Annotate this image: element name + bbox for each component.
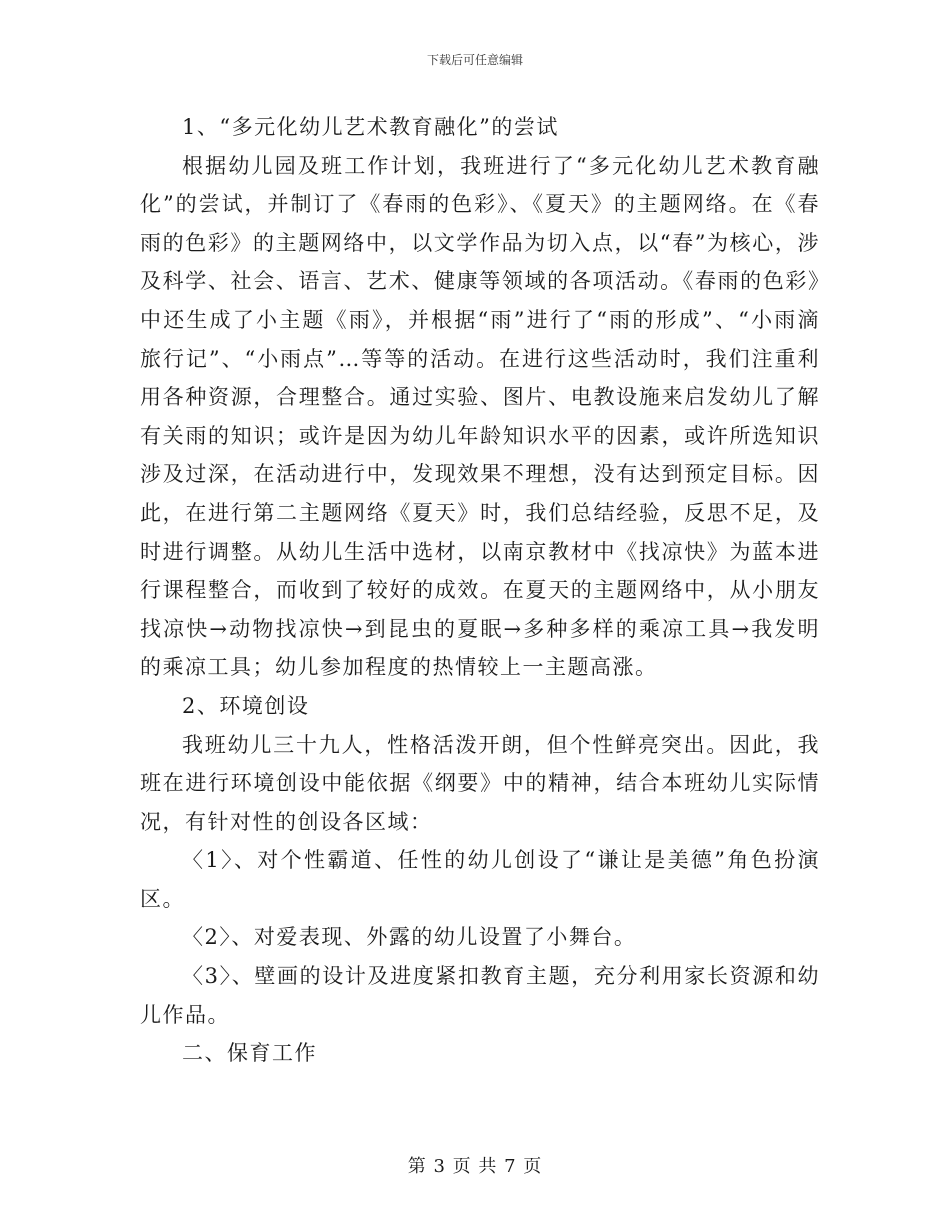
page-footer: 第 3 页 共 7 页 <box>407 1156 543 1177</box>
paragraph-environment: 我班幼儿三十九人，性格活泼开朗，但个性鲜亮突出。因此，我班在进行环境创设中能依据《纲要》中的精神，结合本班幼儿实际情况，有针对性的创设各区域： <box>140 732 820 834</box>
section-heading-care-work: 二、保育工作 <box>182 1041 317 1066</box>
list-item-1: 〈1〉、对个性霸道、任性的幼儿创设了“谦让是美德”角色扮演区。 <box>140 848 820 911</box>
paragraph-art-education: 根据幼儿园及班工作计划，我班进行了“多元化幼儿艺术教育融化”的尝试，并制订了《春雨的色彩》、《夏天》的主题网络。在《春雨的色彩》的主题网络中，以文学作品为切入点，以“春”为核心，涉及科学、社会、语言、艺术、健康等领域的各项活动。《春雨的色彩》中还生成了小主题《雨》，并根据“雨”进行了“雨的形成”、“小雨滴旅行记”、“小雨点”…等等的活动。在进行这些活动时，我们注重利用各种资源，合理整合。通过实验、图片、电教设施来启发幼儿了解有关雨的知识；或许是因为幼儿年龄知识水平的因素，或许所选知识涉及过深，在活动进行中，发现效果不理想，没有达到预定目标。因此，在进行第二主题网络《夏天》时，我们总结经验，反思不足，及时进行调整。从幼儿生活中选材，以南京教材中《找凉快》为蓝本进行课程整合，而收到了较好的成效。在夏天的主题网络中，从小朋友找凉快→动物找凉快→到昆虫的夏眠→多种多样的乘凉工具→我发明的乘凉工具；幼儿参加程度的热情较上一主题高涨。 <box>140 153 820 680</box>
section-heading-art-education: 1、“多元化幼儿艺术教育融化”的尝试 <box>182 115 559 139</box>
list-item-2: 〈2〉、对爱表现、外露的幼儿设置了小舞台。 <box>182 925 637 950</box>
list-item-3: 〈3〉、壁画的设计及进度紧扣教育主题，充分利用家长资源和幼儿作品。 <box>140 964 820 1027</box>
section-heading-environment: 2、环境创设 <box>182 693 310 718</box>
document-body <box>140 108 820 1073</box>
page-header: 下载后可任意编辑 <box>426 53 523 67</box>
